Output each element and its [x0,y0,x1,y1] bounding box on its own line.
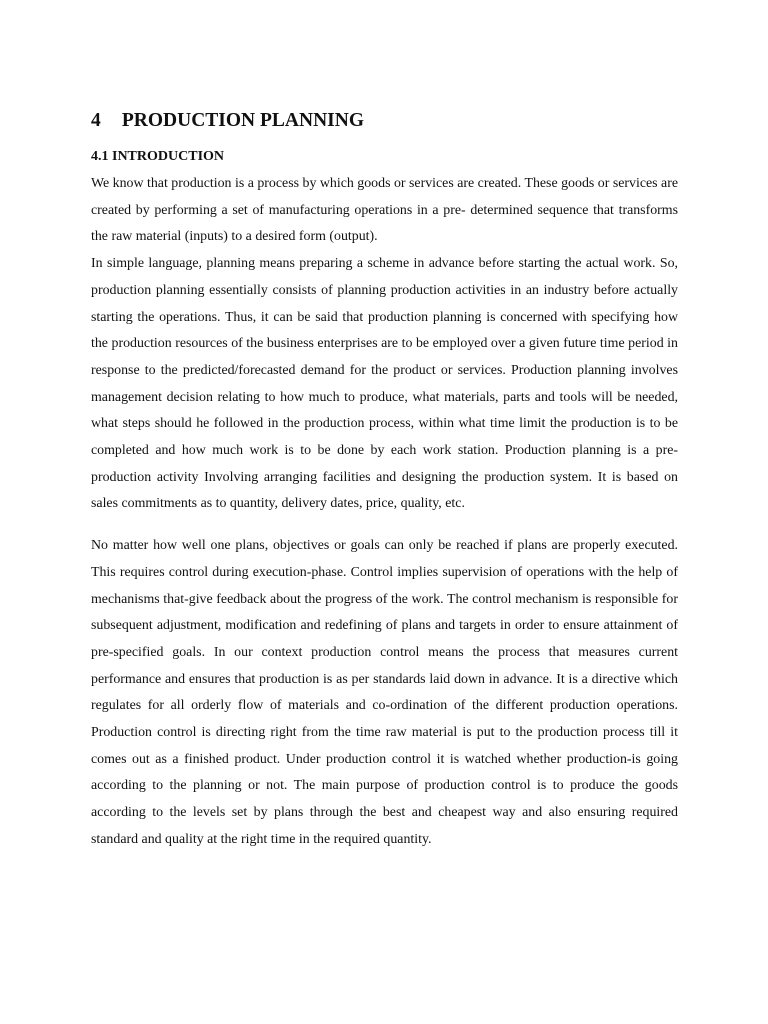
page-content [91,108,678,854]
chapter-heading [91,108,678,134]
chapter-title: PRODUCTION PLANNING [121,110,365,131]
paragraph-production-planning: In simple language, planning means preparing a scheme in advance before starting the actual work. So, production planning essentially consists of planning production activities in an industry before actually starting the operations. Thus, it can be said that production planning is concerned with specifying how the production resources of the business enterprises are to be employed over a given future time period in response to the predicted/forecasted demand for the product or services. Production planning involves management decision relating to how much to produce, what materials, parts and tools will be needed, what steps should he followed in the production process, within what time limit the production is to be completed and how much work is to be done by each work station. Production planning is a pre-production activity Involving arranging facilities and designing the production system. It is based on sales commitments as to quantity, delivery dates, price, quality, etc. [91,256,678,512]
chapter-number: 4 [91,110,101,131]
section-heading: 4.1 INTRODUCTION [91,149,225,164]
paragraph-production-definition: We know that production is a process by which goods or services are created. These goods or services are created by performing a set of manufacturing operations in a pre- determined sequence that transforms the raw material (inputs) to a desired form (output). [91,176,678,245]
paragraph-production-control: No matter how well one plans, objectives or goals can only be reached if plans are properly executed. This requires control during execution-phase. Control implies supervision of operations with the help of mechanisms that-give feedback about the progress of the work. The control mechanism is responsible for subsequent adjustment, modification and redefining of plans and targets in order to ensure attainment of pre-specified goals. In our context production control means the process that measures current performance and ensures that production is as per standards laid down in advance. It is a directive which regulates for all orderly flow of materials and co-ordination of the different production operations. Production control is directing right from the time raw material is put to the production process till it comes out as a finished product. Under production control it is watched whether production-is going according to the planning or not. The main purpose of production control is to produce the goods according to the levels set by plans through the best and cheapest way and also ensuring required standard and quality at the right time in the required quantity. [91,538,678,847]
